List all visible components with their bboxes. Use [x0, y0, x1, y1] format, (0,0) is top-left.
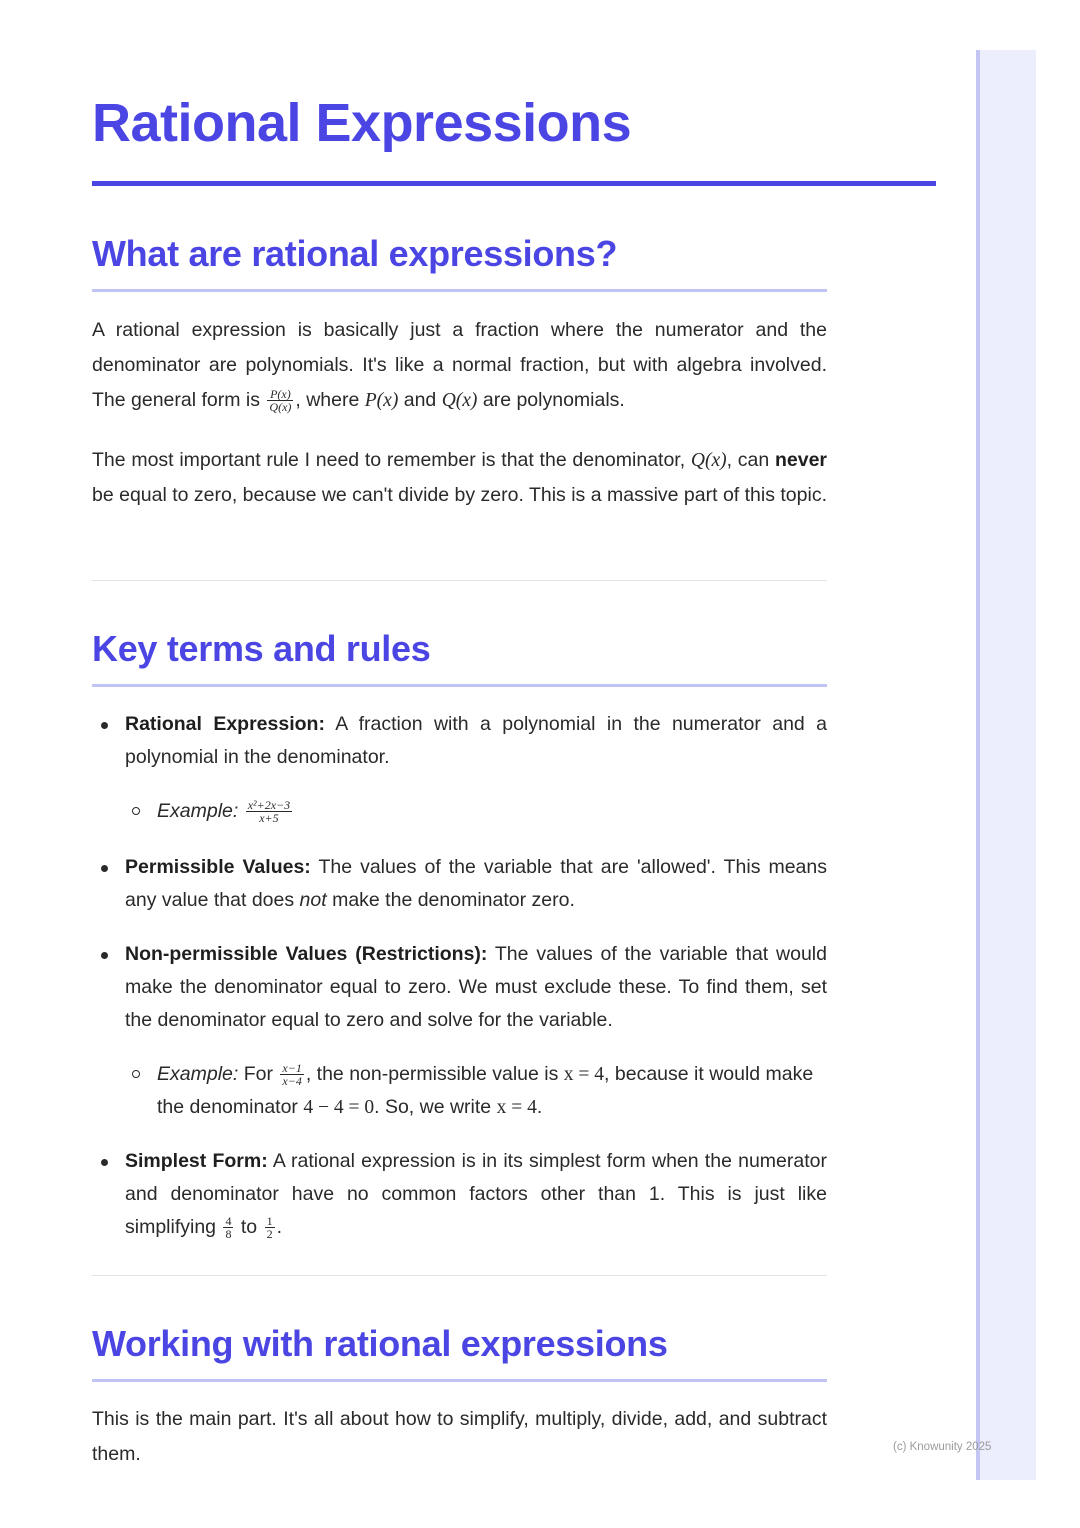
bullet-icon: [101, 952, 108, 959]
general-form-fraction: $\frac{P(x)}{Q(x)}$: [269, 387, 292, 415]
section-heading-working: Working with rational expressions: [92, 1323, 668, 1364]
sidebar-band: [976, 50, 1036, 1480]
section-heading-intro: What are rational expressions?: [92, 233, 618, 274]
page-title: Rational Expressions: [92, 93, 632, 153]
working-paragraph-1: This is the main part. It's all about how to simplify, multiply, divide, add, and subtract them.: [92, 1408, 827, 1465]
copyright-footer: (c) Knowunity 2025: [893, 1441, 992, 1453]
list-item: Non-permissible Values (Restrictions): The values of the variable that would make the denominator equal to zero. We must exclude these. To find them, set the denominator equal to zero and solve for the variable.: [92, 938, 827, 1037]
example-fraction: $\frac{\text{x²+2x−3}}{x+5}$: [247, 798, 291, 826]
list-item: Permissible Values: The values of the variable that are 'allowed'. This means any value that does not make the denominator zero.: [92, 851, 827, 917]
bullet-icon: [101, 865, 108, 872]
list-item: Rational Expression: A fraction with a polynomial in the numerator and a polynomial in the denominator.: [92, 708, 827, 774]
section-rule: [92, 684, 827, 687]
bullet-icon: [101, 722, 108, 729]
section-divider: [92, 1275, 827, 1276]
section-heading-key-terms: Key terms and rules: [92, 628, 431, 669]
sub-list-item: Example: For $\frac{x-1}{x-4}$ , the non-permissible value is x = 4, because it would make the denominator 4 − 4 = 0. So, we write x = 4.: [125, 1058, 827, 1124]
intro-paragraph-1: A rational expression is basically just a fraction where the numerator and the denominator are polynomials. It's like a normal fraction, but with algebra involved. The general form is $\frac{P(x)}{Q(x)}$ , where P(x) and Q(x) are polynomials.: [92, 319, 827, 415]
example-fraction: $\frac{x-1}{x-4}$: [282, 1061, 302, 1089]
section-rule: [92, 1379, 827, 1382]
sub-bullet-icon: [132, 807, 140, 815]
intro-paragraph-2: The most important rule I need to remember is that the denominator, Q(x), can never be equal to zero, because we can't divide by zero. This is a massive part of this topic.: [92, 449, 828, 506]
fraction-four-eighths: $\frac{4}{8}$: [225, 1214, 232, 1242]
title-rule: [92, 181, 936, 186]
section-divider: [92, 580, 827, 581]
sub-bullet-icon: [132, 1070, 140, 1078]
sub-list-item: Example: $\frac{\text{x²+2x−3}}{x+5}$: [125, 795, 827, 828]
bullet-icon: [101, 1159, 108, 1166]
list-item: Simplest Form: A rational expression is in its simplest form when the numerator and denominator have no common factors other than 1. This is just like simplifying $\frac{4}{8}$ to $\frac{1}{2}$ .: [92, 1145, 827, 1244]
fraction-one-half: $\frac{1}{2}$: [266, 1214, 273, 1242]
section-rule: [92, 289, 827, 292]
